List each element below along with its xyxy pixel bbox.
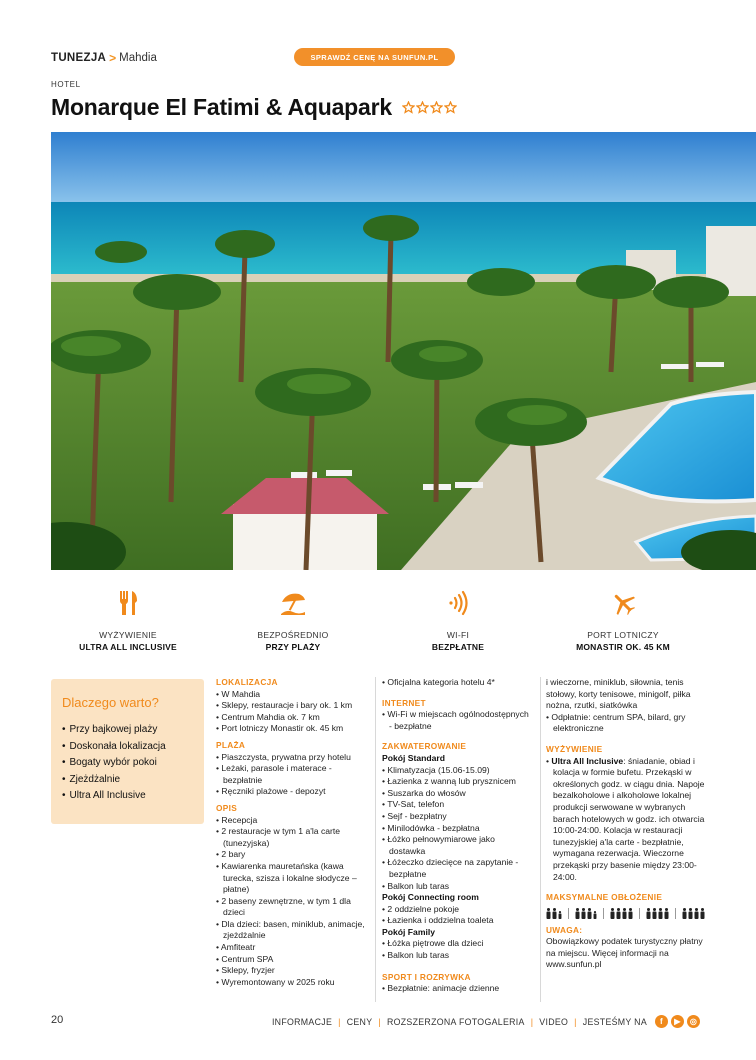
list-item — [546, 756, 706, 884]
footer-divider: | — [530, 1016, 534, 1027]
star-icon — [402, 101, 415, 114]
room-standard-title: Pokój Standard — [382, 752, 446, 763]
wifi-icon — [378, 588, 538, 618]
list-item: • TV-Sat, telefon — [382, 799, 530, 811]
adult-icon — [616, 908, 621, 919]
list-item: • Sejf - bezpłatny — [382, 811, 530, 823]
feature-strip — [51, 588, 756, 656]
occupancy-option — [575, 908, 597, 919]
section-title-board: WYŻYWIENIE — [546, 743, 603, 754]
info-column-2 — [382, 677, 530, 995]
occupancy-separator — [675, 908, 676, 919]
room-connecting-list — [382, 904, 530, 927]
note-text: Obowiązkowy podatek turystyczny płatny na miejscu. Więcej informacji na www.sunfun.pl — [546, 936, 703, 970]
adult-icon — [646, 908, 651, 919]
list-item: • Piaszczysta, prywatna przy hotelu — [216, 752, 366, 764]
list-item: • Zjeżdżalnie — [62, 772, 193, 789]
star-icon — [430, 101, 443, 114]
occupancy-separator — [603, 908, 604, 919]
breadcrumb-city[interactable]: Mahdia — [119, 52, 157, 64]
adult-icon — [628, 908, 633, 919]
fork-knife-icon — [48, 588, 208, 618]
list-item: • Klimatyzacja (15.06-15.09) — [382, 765, 530, 777]
board-description: : śniadanie, obiad i kolacja w formie bufetu. Przekąski w określonych godz. w ciągu dnia. Napoje bezalkoholowe i alkoholowe lokalnej produkcji serwowane w wybranych barach hotelowych w godz. ich otwarcia 10:00-24:00. Kolacja w restauracji tunezyjskiej a'la carte - bezpłatnie, wymagana rezerwacja. Wieczorne przekąski przy basenie między 23:00-24:00. — [553, 755, 705, 882]
feature-board — [48, 588, 208, 652]
why-list — [62, 722, 193, 805]
list-item: • 2 oddzielne pokoje — [382, 904, 530, 916]
adult-icon — [581, 908, 586, 919]
list-item: • 2 bary — [216, 849, 366, 861]
list-item: • Łazienka z wanną lub prysznicem — [382, 776, 530, 788]
social-links — [655, 1015, 700, 1028]
list-item: • Łóżeczko dziecięce na zapytanie - bezpłatne — [382, 857, 530, 880]
footer-link-info[interactable]: INFORMACJE — [271, 1016, 333, 1027]
section-title-location: LOKALIZACJA — [216, 677, 278, 687]
list-item: • Ultra All Inclusive — [62, 788, 193, 805]
page-footer — [0, 1012, 756, 1032]
facebook-icon[interactable]: f — [655, 1015, 668, 1028]
feature-wifi-label: WI-FI — [446, 630, 470, 640]
list-item: • Bogaty wybór pokoi — [62, 755, 193, 772]
breadcrumb — [51, 51, 157, 65]
adult-icon — [658, 908, 663, 919]
occupancy-option — [546, 908, 562, 919]
list-item: • Wyremontowany w 2025 roku — [216, 977, 366, 989]
star-icon — [444, 101, 457, 114]
adult-icon — [700, 908, 705, 919]
feature-beach-label: BEZPOŚREDNIO — [257, 630, 329, 640]
list-item: • Balkon lub taras — [382, 950, 530, 962]
section-title-occupancy: MAKSYMALNE OBŁOŻENIE — [546, 892, 663, 903]
adult-icon — [688, 908, 693, 919]
list-item: • Wi-Fi w miejscach ogólnodostępnych - bezpłatne — [382, 709, 530, 732]
feature-beach-value: PRZY PLAŻY — [265, 642, 321, 652]
room-connecting-title: Pokój Connecting room — [382, 892, 479, 903]
info-column-3 — [546, 677, 706, 971]
board-list — [546, 756, 706, 884]
list-item: • Minilodówka - bezpłatna — [382, 823, 530, 835]
occupancy-option — [610, 908, 633, 919]
youtube-icon[interactable]: ▶ — [671, 1015, 684, 1028]
child-icon — [593, 911, 597, 919]
max-occupancy — [546, 908, 706, 919]
footer-follow-label: JESTEŚMY NA — [582, 1016, 647, 1027]
list-item: • 2 restauracje w tym 1 a'la carte (tunezyjska) — [216, 826, 366, 849]
occupancy-separator — [568, 908, 569, 919]
list-item: • Łóżko pełnowymiarowe jako dostawka — [382, 834, 530, 857]
board-type: Ultra All Inclusive — [551, 755, 624, 766]
list-item: • Leżaki, parasole i materace - bezpłatnie — [216, 763, 366, 786]
adult-icon — [610, 908, 615, 919]
list-item: • Recepcja — [216, 815, 366, 827]
list-item: • Amfiteatr — [216, 942, 366, 954]
list-item: • Dla dzieci: basen, miniklub, animacje, zjeżdżalnie — [216, 919, 366, 942]
section-title-rooms: ZAKWATEROWANIE — [382, 741, 467, 752]
hotel-name: Monarque El Fatimi & Aquapark — [51, 94, 392, 120]
adult-icon — [622, 908, 627, 919]
feature-board-value: ULTRA ALL INCLUSIVE — [79, 642, 177, 652]
list-item: • Port lotniczy Monastir ok. 45 km — [216, 723, 366, 735]
section-title-beach: PLAŻA — [216, 739, 246, 750]
star-icon — [416, 101, 429, 114]
feature-board-label: WYŻYWIENIE — [99, 630, 157, 640]
list-item: • Centrum SPA — [216, 954, 366, 966]
list-item: • Balkon lub taras — [382, 881, 530, 893]
footer-link-video[interactable]: VIDEO — [539, 1016, 569, 1027]
sport-paid-list — [546, 712, 706, 735]
beach-list — [216, 752, 366, 798]
column-divider — [375, 677, 376, 1002]
adult-icon — [652, 908, 657, 919]
adult-icon — [694, 908, 699, 919]
breadcrumb-separator: > — [109, 51, 117, 65]
instagram-icon[interactable]: ◎ — [687, 1015, 700, 1028]
adult-icon — [552, 908, 557, 919]
footer-divider: | — [574, 1016, 577, 1027]
footer-divider: | — [338, 1016, 341, 1027]
info-column-1 — [216, 677, 366, 988]
sport-list — [382, 983, 530, 995]
footer-nav — [272, 1015, 700, 1028]
why-box — [51, 679, 204, 824]
category-list — [382, 677, 530, 689]
footer-link-gallery[interactable]: ROZSZERZONA FOTOGALERIA — [386, 1016, 525, 1027]
section-title-sport: SPORT I ROZRYWKA — [382, 971, 471, 982]
occupancy-option — [646, 908, 669, 919]
page-number: 20 — [51, 1014, 64, 1026]
list-item: • W Mahdia — [216, 689, 366, 701]
footer-divider: | — [378, 1016, 381, 1027]
list-item: • Suszarka do włosów — [382, 788, 530, 800]
feature-wifi-value: BEZPŁATNE — [431, 642, 485, 652]
list-item: • Łóżka piętrowe dla dzieci — [382, 938, 530, 950]
section-title-note: UWAGA: — [546, 924, 583, 935]
column-divider — [540, 677, 541, 1002]
list-item: • Sklepy, restauracje i bary ok. 1 km — [216, 700, 366, 712]
list-item: • Sklepy, fryzjer — [216, 965, 366, 977]
adult-icon — [664, 908, 669, 919]
feature-wifi — [378, 588, 538, 652]
section-title-internet: INTERNET — [382, 697, 426, 708]
location-list — [216, 689, 366, 735]
internet-list — [382, 709, 530, 732]
breadcrumb-country[interactable]: TUNEZJA — [51, 52, 107, 64]
adult-icon — [546, 908, 551, 919]
adult-icon — [682, 908, 687, 919]
list-item: • Kawiarenka mauretańska (kawa turecka, szisza i lokalne słodycze – płatne) — [216, 861, 366, 896]
child-icon — [558, 911, 562, 919]
list-item: • Doskonała lokalizacja — [62, 739, 193, 756]
beach-umbrella-icon — [213, 588, 373, 618]
list-item: • Ręczniki plażowe - depozyt — [216, 786, 366, 798]
room-family-list — [382, 938, 530, 961]
hotel-photo — [51, 132, 756, 570]
occupancy-separator — [639, 908, 640, 919]
list-item: • Oficjalna kategoria hotelu 4* — [382, 677, 530, 689]
hotel-title-row — [51, 94, 457, 121]
occupancy-option — [682, 908, 705, 919]
check-price-button[interactable]: SPRAWDŹ CENĘ NA SUNFUN.PL — [294, 48, 455, 66]
list-item: • Bezpłatnie: animacje dzienne — [382, 983, 530, 995]
section-title-description: OPIS — [216, 802, 238, 813]
room-family-title: Pokój Family — [382, 926, 436, 937]
list-item: • 2 baseny zewnętrzne, w tym 1 dla dzieci — [216, 896, 366, 919]
adult-icon — [575, 908, 580, 919]
list-item: • Centrum Mahdia ok. 7 km — [216, 712, 366, 724]
adult-icon — [587, 908, 592, 919]
list-item: • Odpłatnie: centrum SPA, bilard, gry elektroniczne — [546, 712, 706, 735]
feature-airport — [543, 588, 703, 652]
sport-continued: i wieczorne, miniklub, siłownia, tenis stołowy, korty tenisowe, minigolf, piłka nożna, rzutki, siatkówka — [546, 677, 691, 711]
room-standard-list — [382, 765, 530, 893]
list-item: • Przy bajkowej plaży — [62, 722, 193, 739]
description-list — [216, 815, 366, 989]
why-title: Dlaczego warto? — [62, 695, 159, 710]
feature-airport-label: PORT LOTNICZY — [587, 630, 659, 640]
star-rating — [402, 101, 457, 114]
feature-beach — [213, 588, 373, 652]
footer-link-prices[interactable]: CENY — [346, 1016, 373, 1027]
feature-airport-value: MONASTIR OK. 45 KM — [576, 642, 670, 652]
airplane-icon — [543, 588, 703, 618]
list-item: • Łazienka i oddzielna toaleta — [382, 915, 530, 927]
hotel-kicker: HOTEL — [51, 80, 81, 89]
